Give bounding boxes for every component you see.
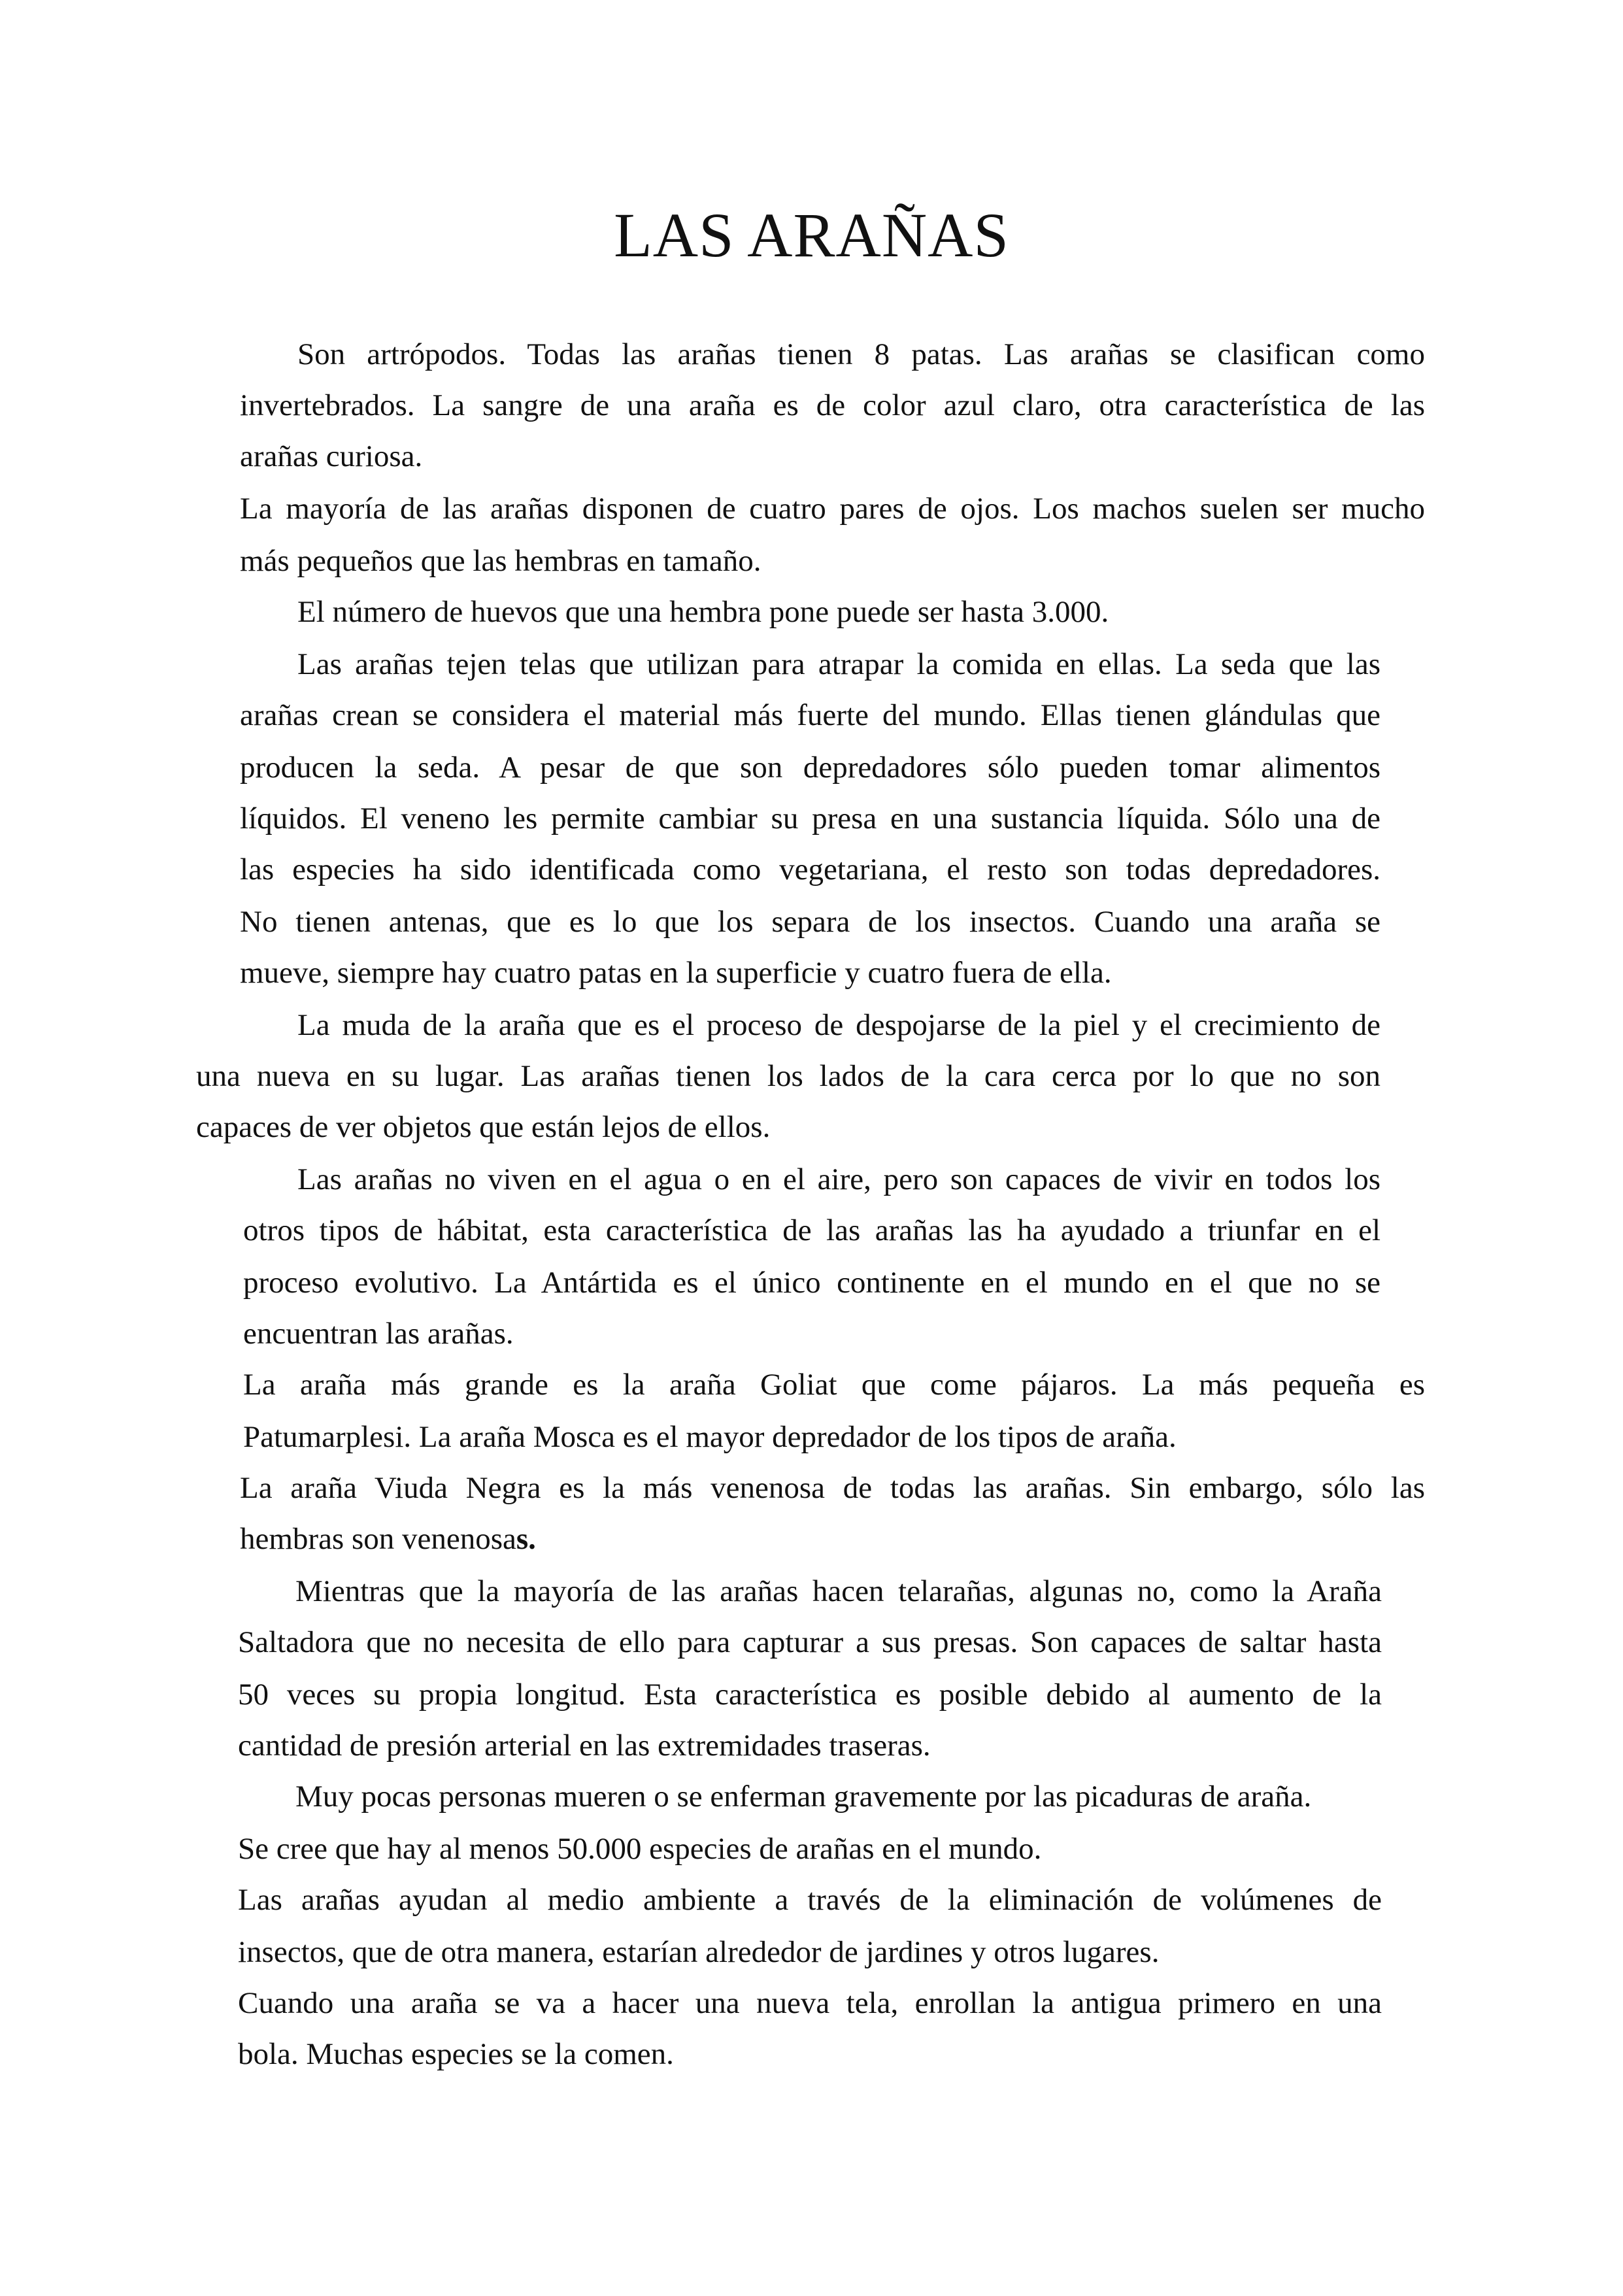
text-line: Muy pocas personas mueren o se enferman gravemente por las picaduras de araña. <box>295 1780 1312 1814</box>
text-line: bola. Muchas especies se la comen. <box>238 2037 674 2071</box>
bold-text-span: s. <box>516 1522 536 1556</box>
text-line: las especies ha sido identificada como vegetariana, el resto son todas depredadores. <box>240 853 1380 886</box>
text-line: mueve, siempre hay cuatro patas en la superficie y cuatro fuera de ella. <box>240 956 1112 990</box>
text-line: líquidos. El veneno les permite cambiar su presa en una sustancia líquida. Sólo una de <box>240 802 1380 836</box>
text-line: La muda de la araña que es el proceso de despojarse de la piel y el crecimiento de <box>297 1008 1380 1042</box>
text-line: Cuando una araña se va a hacer una nueva tela, enrollan la antigua primero en una <box>238 1986 1382 2020</box>
text-line: Patumarplesi. La araña Mosca es el mayor depredador de los tipos de araña. <box>243 1420 1177 1454</box>
text-line: insectos, que de otra manera, estarían alrededor de jardines y otros lugares. <box>238 1935 1160 1969</box>
text-line: Las arañas no viven en el agua o en el aire, pero son capaces de vivir en todos los <box>297 1162 1380 1196</box>
text-line <box>240 1521 536 1557</box>
text-line: 50 veces su propia longitud. Esta característica es posible debido al aumento de la <box>238 1678 1382 1712</box>
text-line: una nueva en su lugar. Las arañas tienen los lados de la cara cerca por lo que no son <box>196 1059 1380 1093</box>
text-line: Son artrópodos. Todas las arañas tienen 8 patas. Las arañas se clasifican como <box>297 337 1425 371</box>
text-line: La araña más grande es la araña Goliat que come pájaros. La más pequeña es <box>243 1368 1425 1402</box>
text-line: otros tipos de hábitat, esta característica de las arañas las ha ayudado a triunfar en el <box>243 1213 1380 1247</box>
text-line: invertebrados. La sangre de una araña es de color azul claro, otra característica de las <box>240 388 1425 422</box>
text-line: proceso evolutivo. La Antártida es el único continente en el mundo en el que no se <box>243 1266 1380 1300</box>
text-line: No tienen antenas, que es lo que los separa de los insectos. Cuando una araña se <box>240 905 1380 939</box>
text-line: cantidad de presión arterial en las extremidades traseras. <box>238 1729 931 1763</box>
text-line: Las arañas tejen telas que utilizan para atrapar la comida en ellas. La seda que las <box>297 647 1380 681</box>
text-line: encuentran las arañas. <box>243 1317 514 1351</box>
text-line: La mayoría de las arañas disponen de cuatro pares de ojos. Los machos suelen ser mucho <box>240 492 1425 526</box>
text-span: hembras son venenosa <box>240 1522 516 1556</box>
text-line: producen la seda. A pesar de que son depredadores sólo pueden tomar alimentos <box>240 751 1380 785</box>
text-line: El número de huevos que una hembra pone puede ser hasta 3.000. <box>297 595 1109 629</box>
page-title: LAS ARAÑAS <box>614 200 1009 270</box>
text-line: capaces de ver objetos que están lejos de ellos. <box>196 1110 771 1144</box>
text-line: más pequeños que las hembras en tamaño. <box>240 544 761 578</box>
text-line: Mientras que la mayoría de las arañas hacen telarañas, algunas no, como la Araña <box>295 1574 1382 1608</box>
text-line: Saltadora que no necesita de ello para capturar a sus presas. Son capaces de saltar hasta <box>238 1625 1382 1659</box>
text-line: Se cree que hay al menos 50.000 especies de arañas en el mundo. <box>238 1832 1042 1866</box>
text-line: Las arañas ayudan al medio ambiente a través de la eliminación de volúmenes de <box>238 1883 1382 1917</box>
text-line: arañas curiosa. <box>240 439 423 473</box>
text-line: arañas crean se considera el material más fuerte del mundo. Ellas tienen glándulas que <box>240 698 1380 732</box>
text-line: La araña Viuda Negra es la más venenosa de todas las arañas. Sin embargo, sólo las <box>240 1471 1425 1505</box>
